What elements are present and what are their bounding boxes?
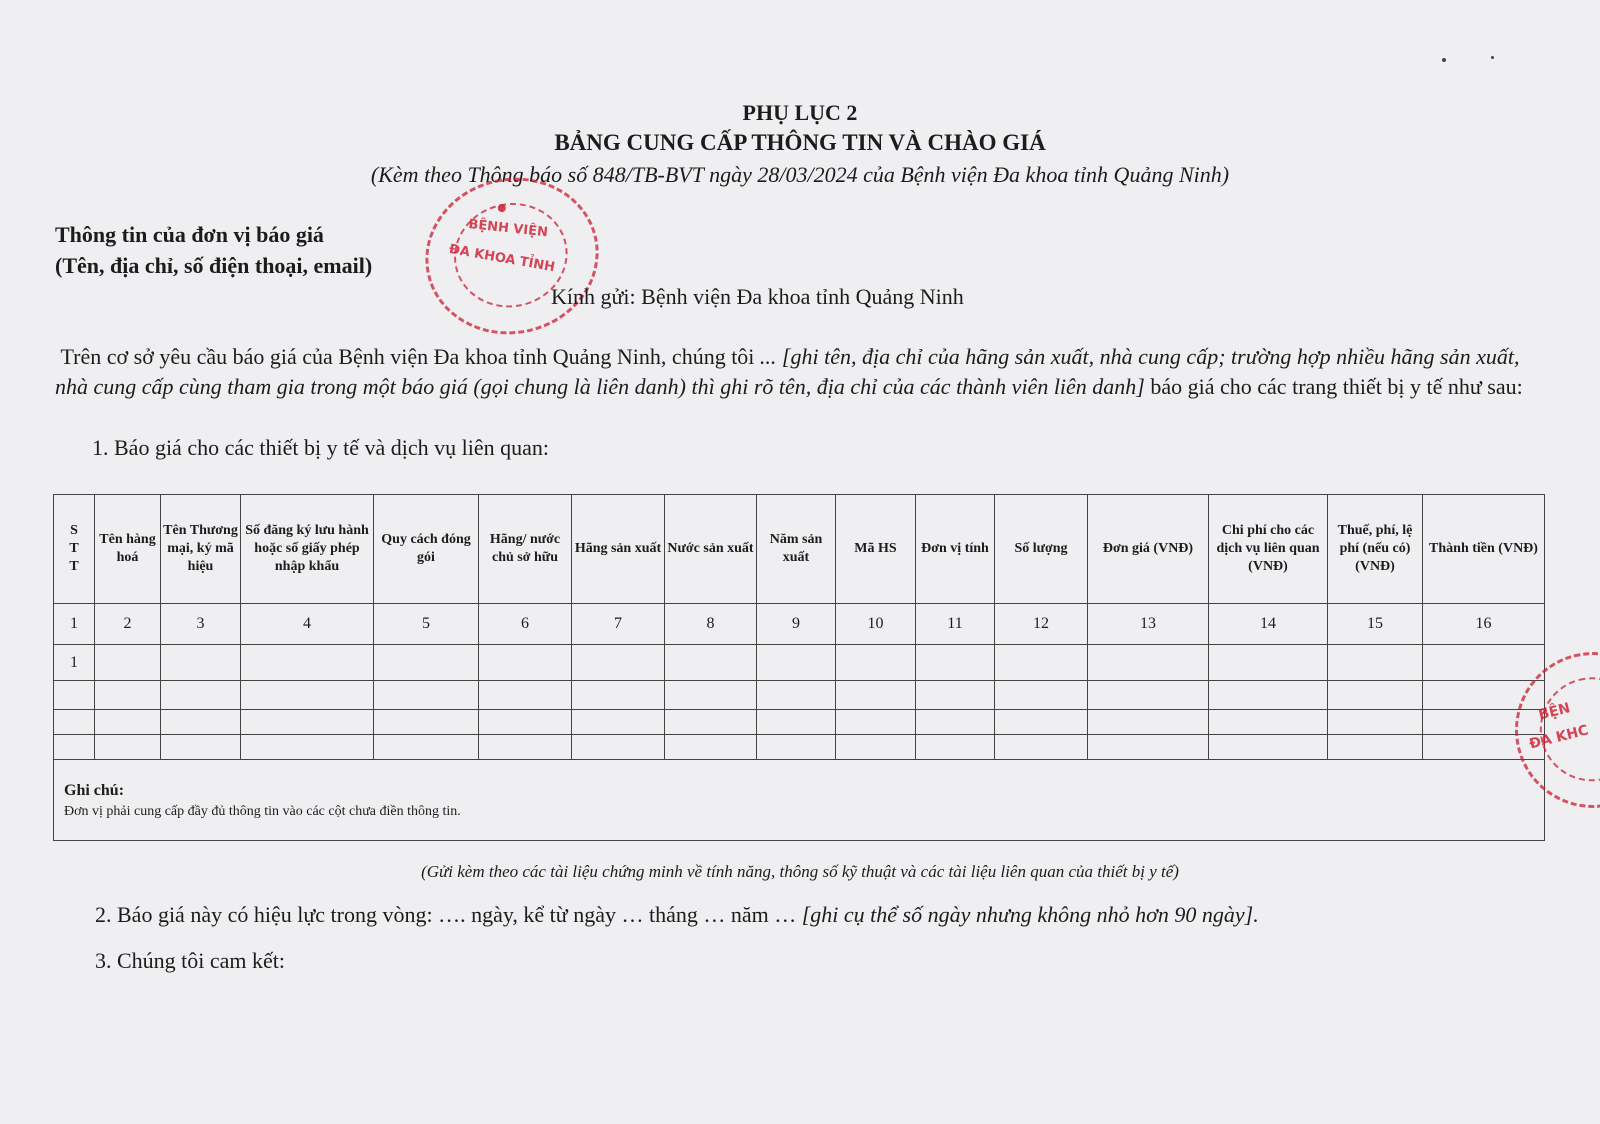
col-header-unit: Đơn vị tính xyxy=(916,495,995,604)
table-cell[interactable] xyxy=(1328,681,1423,710)
table-cell[interactable] xyxy=(665,681,757,710)
col-header-service-cost: Chi phí cho các dịch vụ liên quan (VNĐ) xyxy=(1209,495,1328,604)
table-cell[interactable] xyxy=(479,710,572,735)
intro-text-3: báo giá cho các trang thiết bị y tế như sau: xyxy=(1144,374,1523,399)
column-number: 13 xyxy=(1088,604,1209,645)
table-cell[interactable] xyxy=(1328,645,1423,681)
table-cell[interactable] xyxy=(665,645,757,681)
table-row xyxy=(54,681,1545,710)
table-cell[interactable] xyxy=(916,645,995,681)
column-number: 8 xyxy=(665,604,757,645)
column-number: 15 xyxy=(1328,604,1423,645)
table-cell[interactable] xyxy=(836,645,916,681)
table-cell[interactable] xyxy=(757,681,836,710)
scan-speck xyxy=(1491,56,1494,59)
attachment-note: (Gửi kèm theo các tài liệu chứng minh về tính năng, thông số kỹ thuật và các tài liệu liên quan của thiết bị y tế) xyxy=(421,862,1179,881)
column-number: 4 xyxy=(241,604,374,645)
table-cell[interactable] xyxy=(1088,645,1209,681)
table-cell[interactable] xyxy=(836,681,916,710)
document-subtitle: (Kèm theo Thông báo số 848/TB-BVT ngày 28/03/2024 của Bệnh viện Đa khoa tỉnh Quảng Ninh) xyxy=(370,162,1230,187)
table-cell[interactable] xyxy=(1328,710,1423,735)
table-cell[interactable] xyxy=(479,681,572,710)
col-header-total: Thành tiền (VNĐ) xyxy=(1423,495,1545,604)
recipient-line: Kính gửi: Bệnh viện Đa khoa tỉnh Quảng Ninh xyxy=(551,284,964,309)
col-header-manufacturer: Hãng sản xuất xyxy=(572,495,665,604)
column-number: 12 xyxy=(995,604,1088,645)
table-cell[interactable] xyxy=(572,681,665,710)
table-cell[interactable] xyxy=(1209,681,1328,710)
table-cell[interactable] xyxy=(1088,681,1209,710)
col-header-country: Nước sản xuất xyxy=(665,495,757,604)
table-cell[interactable] xyxy=(1209,735,1328,760)
table-cell[interactable] xyxy=(374,710,479,735)
table-cell[interactable] xyxy=(54,735,95,760)
table-cell[interactable] xyxy=(95,710,161,735)
table-cell[interactable] xyxy=(757,645,836,681)
intro-text-1: Trên cơ sở yêu cầu báo giá của Bệnh viện Đa khoa tỉnh Quảng Ninh, chúng tôi xyxy=(60,344,760,369)
table-cell[interactable] xyxy=(54,710,95,735)
col-header-product-name: Tên hàng hoá xyxy=(95,495,161,604)
table-cell[interactable] xyxy=(995,710,1088,735)
table-cell[interactable] xyxy=(241,645,374,681)
quotation-table xyxy=(53,494,1545,841)
col-header-hs-code: Mã HS xyxy=(836,495,916,604)
column-number: 14 xyxy=(1209,604,1328,645)
table-row xyxy=(54,710,1545,735)
item-3-commitment: 3. Chúng tôi cam kết: xyxy=(95,948,286,973)
hospital-stamp-text-1: BỆNH VIỆN xyxy=(467,217,549,241)
table-cell[interactable] xyxy=(374,645,479,681)
edge-stamp-text-2: ĐA KHC xyxy=(1527,722,1591,753)
column-number: 11 xyxy=(916,604,995,645)
col-header-owner: Hãng/ nước chủ sở hữu xyxy=(479,495,572,604)
note-text: Đơn vị phải cung cấp đầy đủ thông tin vào các cột chưa điền thông tin. xyxy=(64,804,461,819)
table-cell[interactable] xyxy=(665,710,757,735)
table-cell[interactable] xyxy=(836,710,916,735)
table-cell[interactable] xyxy=(1209,645,1328,681)
column-number: 2 xyxy=(95,604,161,645)
scan-speck xyxy=(1442,58,1446,62)
column-number: 16 xyxy=(1423,604,1545,645)
note-title: Ghi chú: xyxy=(64,782,125,799)
table-cell[interactable] xyxy=(161,645,241,681)
table-header-row xyxy=(54,495,1545,604)
column-number-row xyxy=(54,604,1545,645)
table-cell[interactable] xyxy=(479,645,572,681)
table-cell[interactable] xyxy=(95,681,161,710)
col-header-packaging: Quy cách đóng gói xyxy=(374,495,479,604)
table-cell[interactable] xyxy=(836,735,916,760)
table-cell[interactable] xyxy=(995,735,1088,760)
table-cell[interactable] xyxy=(916,681,995,710)
col-header-unit-price: Đơn giá (VNĐ) xyxy=(1088,495,1209,604)
hospital-stamp xyxy=(411,162,614,351)
column-number: 7 xyxy=(572,604,665,645)
item-2-italic: [ghi cụ thể số ngày nhưng không nhỏ hơn 90 ngày]. xyxy=(801,902,1259,927)
column-number: 9 xyxy=(757,604,836,645)
table-cell[interactable] xyxy=(161,710,241,735)
col-header-stt: S T T xyxy=(54,495,95,604)
table-cell[interactable] xyxy=(572,645,665,681)
table-cell[interactable] xyxy=(161,735,241,760)
column-number: 3 xyxy=(161,604,241,645)
item-2-text: 2. Báo giá này có hiệu lực trong vòng: …. ngày, kể từ ngày … tháng … năm … xyxy=(95,902,802,927)
table-cell[interactable] xyxy=(241,710,374,735)
column-number: 6 xyxy=(479,604,572,645)
table-cell[interactable] xyxy=(241,681,374,710)
col-header-quantity: Số lượng xyxy=(995,495,1088,604)
table-cell[interactable] xyxy=(54,681,95,710)
sender-info-label: Thông tin của đơn vị báo giá xyxy=(55,222,324,247)
col-header-registration: Số đăng ký lưu hành hoặc số giấy phép nhập khẩu xyxy=(241,495,374,604)
item-2-validity xyxy=(95,902,1259,928)
table-cell[interactable] xyxy=(1088,735,1209,760)
sender-info-hint: (Tên, địa chỉ, số điện thoại, email) xyxy=(55,253,373,278)
table-cell[interactable] xyxy=(572,735,665,760)
table-cell[interactable] xyxy=(916,735,995,760)
table-row xyxy=(54,735,1545,760)
table-cell[interactable] xyxy=(1088,710,1209,735)
table-cell[interactable] xyxy=(374,735,479,760)
document-title: BẢNG CUNG CẤP THÔNG TIN VÀ CHÀO GIÁ xyxy=(554,130,1046,155)
appendix-label: PHỤ LỤC 2 xyxy=(742,100,858,125)
table-cell[interactable] xyxy=(241,735,374,760)
table-cell[interactable] xyxy=(374,681,479,710)
item-1-heading: 1. Báo giá cho các thiết bị y tế và dịch vụ liên quan: xyxy=(92,435,549,460)
intro-text-italic: ... [ghi tên, địa chỉ của hãng sản xuất, nhà cung cấp; trường hợp nhiều hãng sản xuất, nhà cung cấp cùng tham gia trong một báo giá (gọi chung là liên danh) thì ghi rõ tên, địa chỉ của các thành viên liên danh] xyxy=(55,344,1520,399)
column-number: 10 xyxy=(836,604,916,645)
row-stt: 1 xyxy=(54,645,95,681)
column-number: 1 xyxy=(54,604,95,645)
col-header-tax: Thuế, phí, lệ phí (nếu có) (VNĐ) xyxy=(1328,495,1423,604)
col-header-trade-name: Tên Thương mại, ký mã hiệu xyxy=(161,495,241,604)
hospital-stamp-text-2: ĐA KHOA TỈNH xyxy=(447,241,557,276)
table-cell[interactable] xyxy=(479,735,572,760)
table-cell[interactable] xyxy=(1209,710,1328,735)
table-row xyxy=(54,645,1545,681)
table-cell[interactable] xyxy=(757,710,836,735)
intro-paragraph xyxy=(55,342,1545,402)
table-note-cell xyxy=(54,760,1545,841)
table-cell[interactable] xyxy=(1328,735,1423,760)
table-cell[interactable] xyxy=(95,735,161,760)
column-number: 5 xyxy=(374,604,479,645)
table-cell[interactable] xyxy=(572,710,665,735)
table-cell[interactable] xyxy=(916,710,995,735)
table-cell[interactable] xyxy=(995,681,1088,710)
table-cell[interactable] xyxy=(757,735,836,760)
col-header-year: Năm sản xuất xyxy=(757,495,836,604)
table-cell[interactable] xyxy=(95,645,161,681)
table-cell[interactable] xyxy=(665,735,757,760)
table-cell[interactable] xyxy=(161,681,241,710)
table-cell[interactable] xyxy=(995,645,1088,681)
edge-stamp-text-1: BỆN xyxy=(1536,700,1572,724)
table-cell[interactable] xyxy=(1423,645,1545,681)
table-note-row xyxy=(54,760,1545,841)
